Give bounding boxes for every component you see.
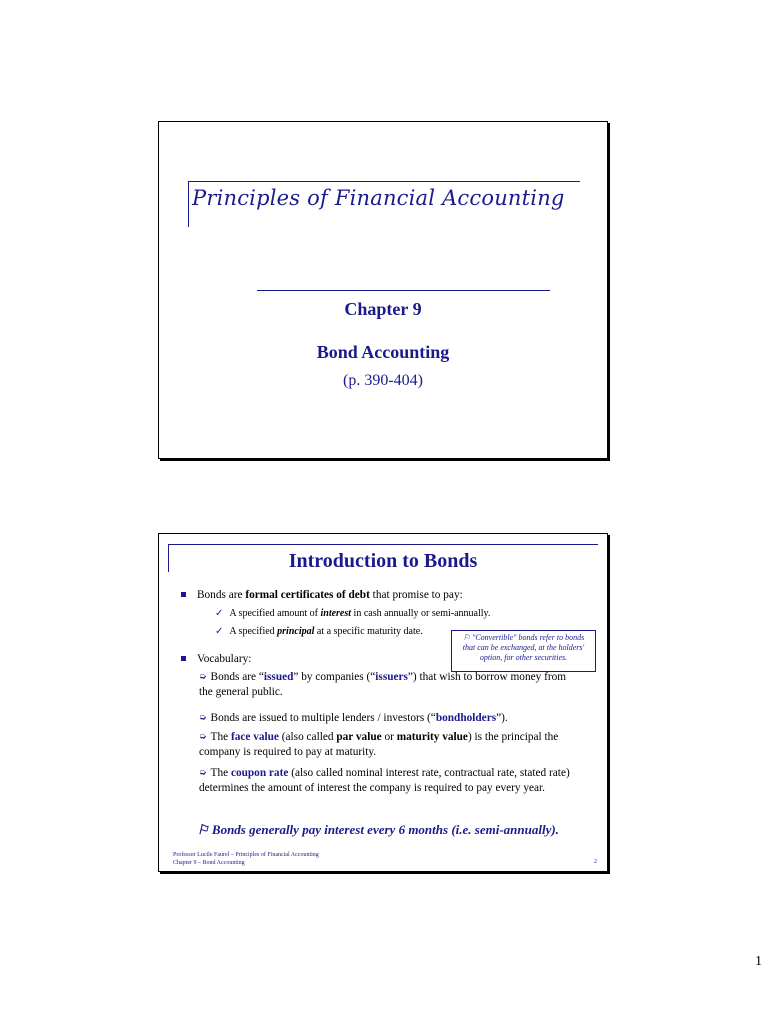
vocab-item-coupon-rate: ➭ The coupon rate (also called nominal interest rate, contractual rate, stated rate) determines the amount of interest the company is required to pay every year. bbox=[199, 767, 570, 794]
page-range: (p. 390-404) bbox=[343, 372, 423, 389]
chapter-rule bbox=[257, 290, 550, 291]
arrow-bullet-icon: ➭ bbox=[199, 713, 207, 723]
slide-rule bbox=[168, 544, 598, 545]
flag-icon: ⚐ bbox=[462, 633, 470, 642]
arrow-bullet-icon: ➭ bbox=[199, 672, 207, 682]
vocab-item-bondholders: ➭ Bonds are issued to multiple lenders / investors (“bondholders”). bbox=[199, 712, 508, 724]
convertible-bonds-callout: ⚐ "Convertible" bonds refer to bonds that can be exchanged, at the holders' option, for other securities. bbox=[451, 630, 596, 672]
arrow-bullet-icon: ➭ bbox=[199, 732, 207, 742]
arrow-bullet-icon: ➭ bbox=[199, 768, 207, 778]
footer-course: Professor Lucile Faurel – Principles of Financial Accounting bbox=[173, 852, 319, 858]
checkmark-icon: ✓ bbox=[215, 608, 224, 619]
slide-number: 2 bbox=[594, 859, 597, 865]
vocab-item-face-value: ➭ The face value (also called par value or maturity value) is the principal the company is required to pay at maturity. bbox=[199, 731, 559, 758]
flag-icon: ⚐ bbox=[197, 822, 209, 837]
title-rule bbox=[188, 181, 580, 182]
title-slide bbox=[158, 121, 608, 459]
square-bullet-icon bbox=[181, 592, 186, 597]
square-bullet-icon bbox=[181, 656, 186, 661]
checkmark-icon: ✓ bbox=[215, 626, 224, 637]
page-number: 1 bbox=[755, 954, 762, 969]
title-rule-vertical bbox=[188, 181, 189, 227]
course-title: Principles of Financial Accounting bbox=[192, 186, 565, 210]
slide-footer bbox=[173, 852, 319, 867]
closing-note: ⚐ Bonds generally pay interest every 6 months (i.e. semi-annually). bbox=[197, 822, 559, 837]
chapter-subtitle: Bond Accounting bbox=[316, 342, 450, 362]
chapter-heading: Chapter 9 bbox=[344, 299, 422, 319]
slide-title: Introduction to Bonds bbox=[288, 550, 478, 572]
check-item-principal: ✓ A specified principal at a specific maturity date. bbox=[215, 626, 423, 637]
intro-bonds-slide bbox=[158, 533, 608, 872]
vocab-item-issued: ➭ Bonds are “issued” by companies (“issuers”) that wish to borrow money from the general public. bbox=[199, 671, 567, 698]
bullet-vocabulary: Vocabulary: bbox=[181, 652, 251, 666]
bullet-bonds-definition: Bonds are formal certificates of debt that promise to pay: bbox=[181, 588, 463, 602]
footer-chapter: Chapter 9 – Bond Accounting bbox=[173, 859, 245, 866]
check-item-interest: ✓ A specified amount of interest in cash annually or semi-annually. bbox=[215, 608, 491, 619]
